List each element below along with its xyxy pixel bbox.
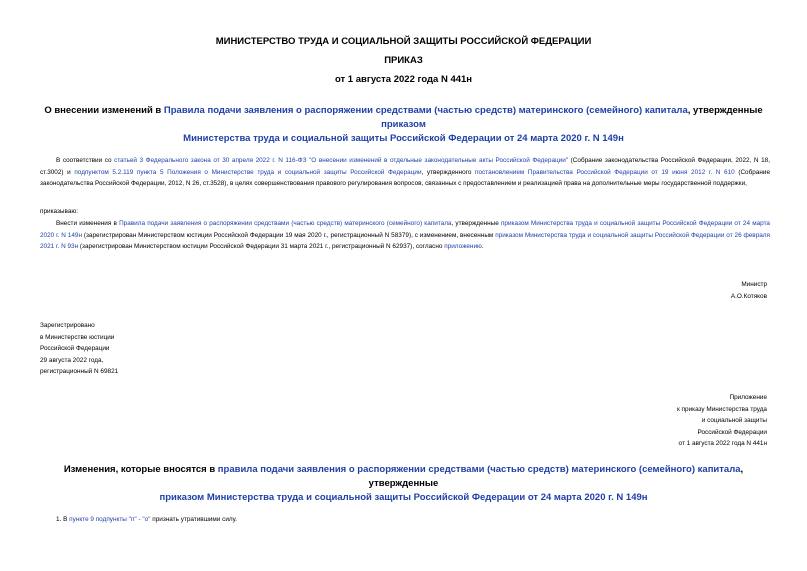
title-link-rules[interactable]: Правила подачи заявления о распоряжении средствами (частью средств) материнского (семейного) капитала <box>163 105 688 116</box>
registration-line-2: в Министерстве юстиции <box>40 333 115 341</box>
preamble-text-3: , утвержденного <box>421 168 476 176</box>
changes-title-middle: , утвержденные <box>368 464 744 489</box>
doc-date-number: от 1 августа 2022 года N 441н <box>334 74 473 85</box>
ministry-heading: МИНИСТЕРСТВО ТРУДА И СОЦИАЛЬНОЙ ЗАЩИТЫ РОССИЙСКОЙ ФЕДЕРАЦИИ <box>215 36 592 47</box>
registration-line-4: 29 августа 2022 года, <box>40 356 104 364</box>
appendix-line-3: и социальной защиты <box>701 417 767 424</box>
preamble-text-4: (Собрание законодательства Российской Федерации, 2012, N 26, ст.3528), в целях совершенствования правового регулирования вопросов, связанных с предоставлением и реализацией права на дополнительные меры государственной поддержки, <box>40 168 771 187</box>
item1-text-2: признать утратившими силу. <box>150 516 237 523</box>
registration-line-1: Зарегистрировано <box>40 322 95 329</box>
body-text-3: (зарегистрирован Министерством юстиции Российской Федерации 19 мая 2020 г., регистрационный N 58379), с изменением, внесенным <box>82 231 496 239</box>
body-paragraph <box>40 218 770 253</box>
registration-line-3: Российской Федерации <box>40 345 110 352</box>
title-link-order-details[interactable]: Министерства труда и социальной защиты Российской Федерации от 24 марта 2020 г. N 149н <box>183 133 624 144</box>
changes-title-link-rules[interactable]: правила подачи заявления о распоряжении средствами (частью средств) материнского (семейного) капитала <box>217 464 741 475</box>
doc-type-heading: ПРИКАЗ <box>384 55 423 66</box>
title-prefix: О внесении изменений в <box>44 105 164 116</box>
item1-link-clause[interactable]: пункте 9 подпункты "п" - "о" <box>69 516 151 523</box>
appendix-reference <box>677 392 767 450</box>
body-link-order-149n[interactable]: приказом Министерства труда и социальной защиты Российской Федерации от 24 марта 2020 г. N 149н <box>40 220 770 239</box>
preamble-link-subclause[interactable]: подпунктом 5.2.119 пункта 5 Положения о Министерстве труда и социальной защиты Российской Федерации <box>74 168 422 176</box>
body-text-5: . <box>481 243 484 250</box>
body-text-1: Внести изменения в <box>56 220 120 227</box>
body-text-4: (зарегистрирован Министерством юстиции Российской Федерации 31 марта 2021 г., регистрационный N 62937), согласно <box>78 243 445 250</box>
signature-block <box>731 279 767 302</box>
change-item-1 <box>56 514 237 526</box>
signature-name: А.О.Котяков <box>730 292 767 300</box>
document-title <box>40 104 767 146</box>
appendix-line-1: Приложение <box>729 394 767 401</box>
preamble-paragraph <box>40 155 770 190</box>
appendix-line-2: к приказу Министерства труда <box>676 405 767 413</box>
appendix-line-4: Российской Федерации <box>697 428 767 436</box>
appendix-line-5: от 1 августа 2022 года N 441н <box>678 440 767 447</box>
item1-text-1: 1. В <box>56 516 70 523</box>
changes-title-link-order[interactable]: приказом Министерства труда и социальной защиты Российской Федерации от 24 марта 2020 г. N 149н <box>159 492 648 503</box>
body-link-order-93n[interactable]: приказом Министерства труда и социальной защиты Российской Федерации от 26 февраля 2021 г. N 93н <box>40 231 771 250</box>
preamble-text-1: В соответствии со <box>56 157 115 164</box>
body-link-appendix[interactable]: приложению <box>444 243 482 250</box>
changes-title <box>40 463 767 505</box>
preamble-link-resolution[interactable]: постановлением Правительства Российской Федерации от 19 июня 2012 г. N 610 <box>475 168 735 176</box>
body-link-rules[interactable]: Правила подачи заявления о распоряжении средствами (частью средств) материнского (семейного) капитала <box>119 220 452 227</box>
changes-title-prefix: Изменения, которые вносятся в <box>63 464 218 475</box>
title-link-order[interactable]: приказом <box>381 119 426 130</box>
order-word: приказываю: <box>40 208 78 215</box>
title-middle: , утвержденные <box>687 105 763 116</box>
body-text-2: , утвержденные <box>451 220 501 227</box>
signature-position: Министр <box>741 281 767 288</box>
preamble-link-law[interactable]: статьей 3 Федерального закона от 30 апреля 2022 г. N 116-ФЗ "О внесении изменений в отдельные законодательные акты Российской Федерации" <box>114 157 569 164</box>
registration-line-5: регистрационный N 69821 <box>40 368 119 375</box>
preamble-text-2: (Собрание законодательства Российской Федерации, 2022, N 18, ст.3002) и <box>40 157 770 176</box>
registration-block <box>40 320 118 378</box>
